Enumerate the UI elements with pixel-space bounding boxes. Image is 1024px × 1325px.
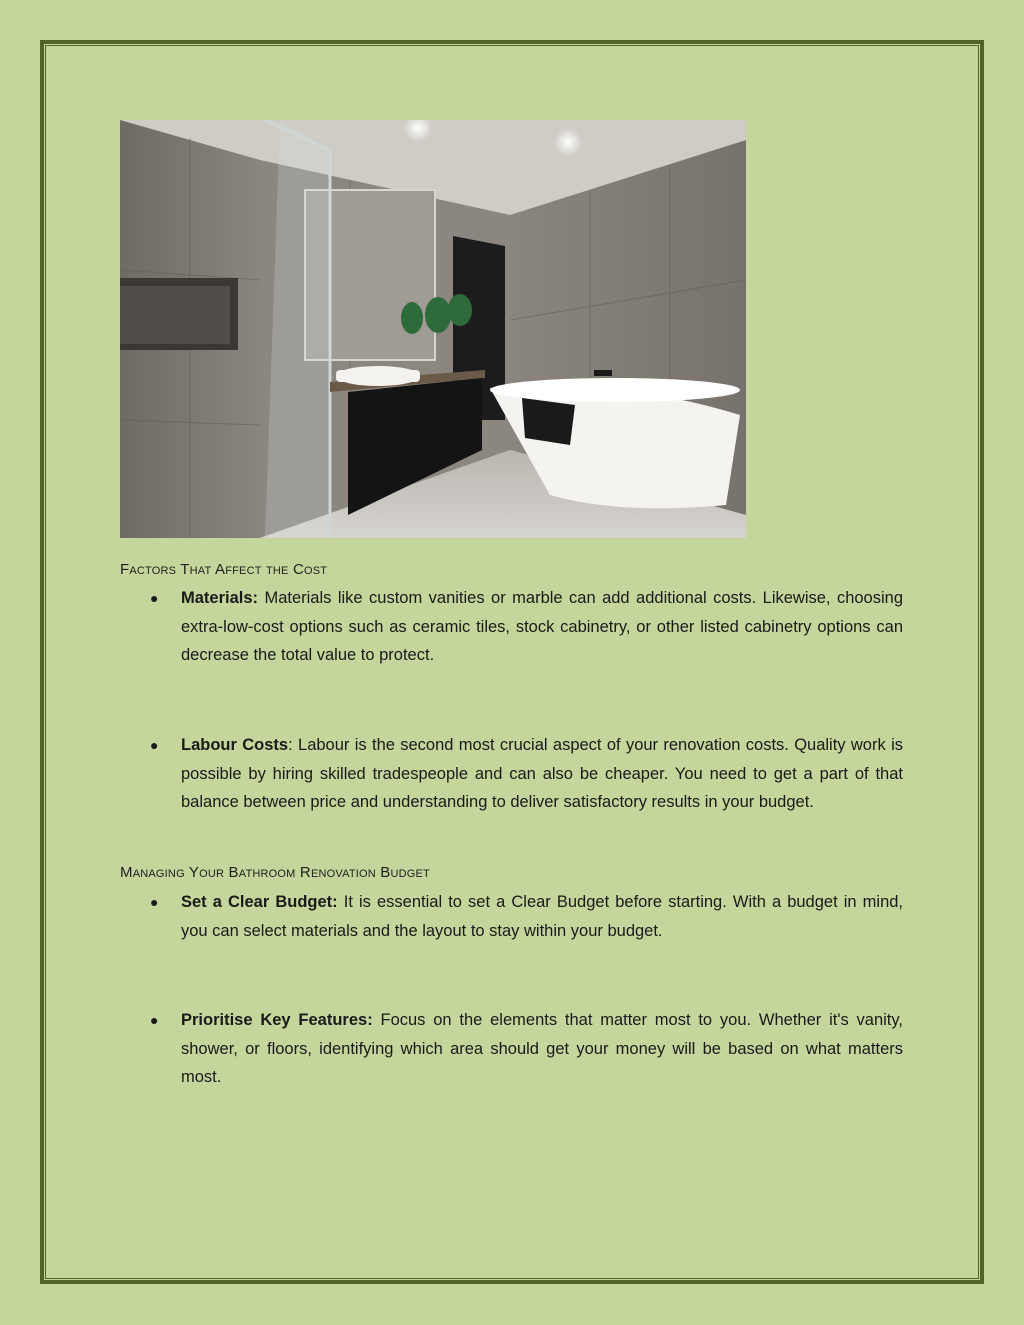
- item-body: It is essential to set a Clear Budget before starting. With a budget in mind, you can select materials and the layout to stay within your budget.: [181, 893, 904, 940]
- list-item-materials: [150, 584, 903, 670]
- item-title: Labour Costs: [181, 736, 289, 754]
- bullet-icon: ●: [150, 590, 159, 606]
- item-title: Materials:: [181, 589, 259, 607]
- item-body: Focus on the elements that matter most to you. Whether it's vanity, shower, or floors, identifying which area should get your money will be based on what matters most.: [181, 1011, 903, 1086]
- section-heading-factors: Factors That Affect the Cost: [120, 561, 328, 578]
- list-item-prioritise-key-features: [150, 1006, 903, 1092]
- bullet-icon: ●: [150, 894, 159, 910]
- bathroom-photo: [120, 120, 746, 538]
- list-item-set-clear-budget: [150, 888, 903, 945]
- item-body: : Labour is the second most crucial aspect of your renovation costs. Quality work is possible by hiring skilled tradespeople and can also be cheaper. You need to get a part of that balance between price and understanding to deliver satisfactory results in your budget.: [181, 736, 903, 811]
- bullet-icon: ●: [150, 737, 159, 753]
- section-heading-managing-budget: Managing Your Bathroom Renovation Budget: [120, 864, 430, 881]
- item-title: Set a Clear Budget:: [181, 893, 338, 911]
- item-body: Materials like custom vanities or marble can add additional costs. Likewise, choosing extra-low-cost options such as ceramic tiles, stock cabinetry, or other listed cabinetry options can decrease the total value to protect.: [181, 589, 903, 664]
- item-title: Prioritise Key Features:: [181, 1011, 373, 1029]
- bullet-icon: ●: [150, 1012, 159, 1028]
- list-item-labour-costs: [150, 731, 903, 817]
